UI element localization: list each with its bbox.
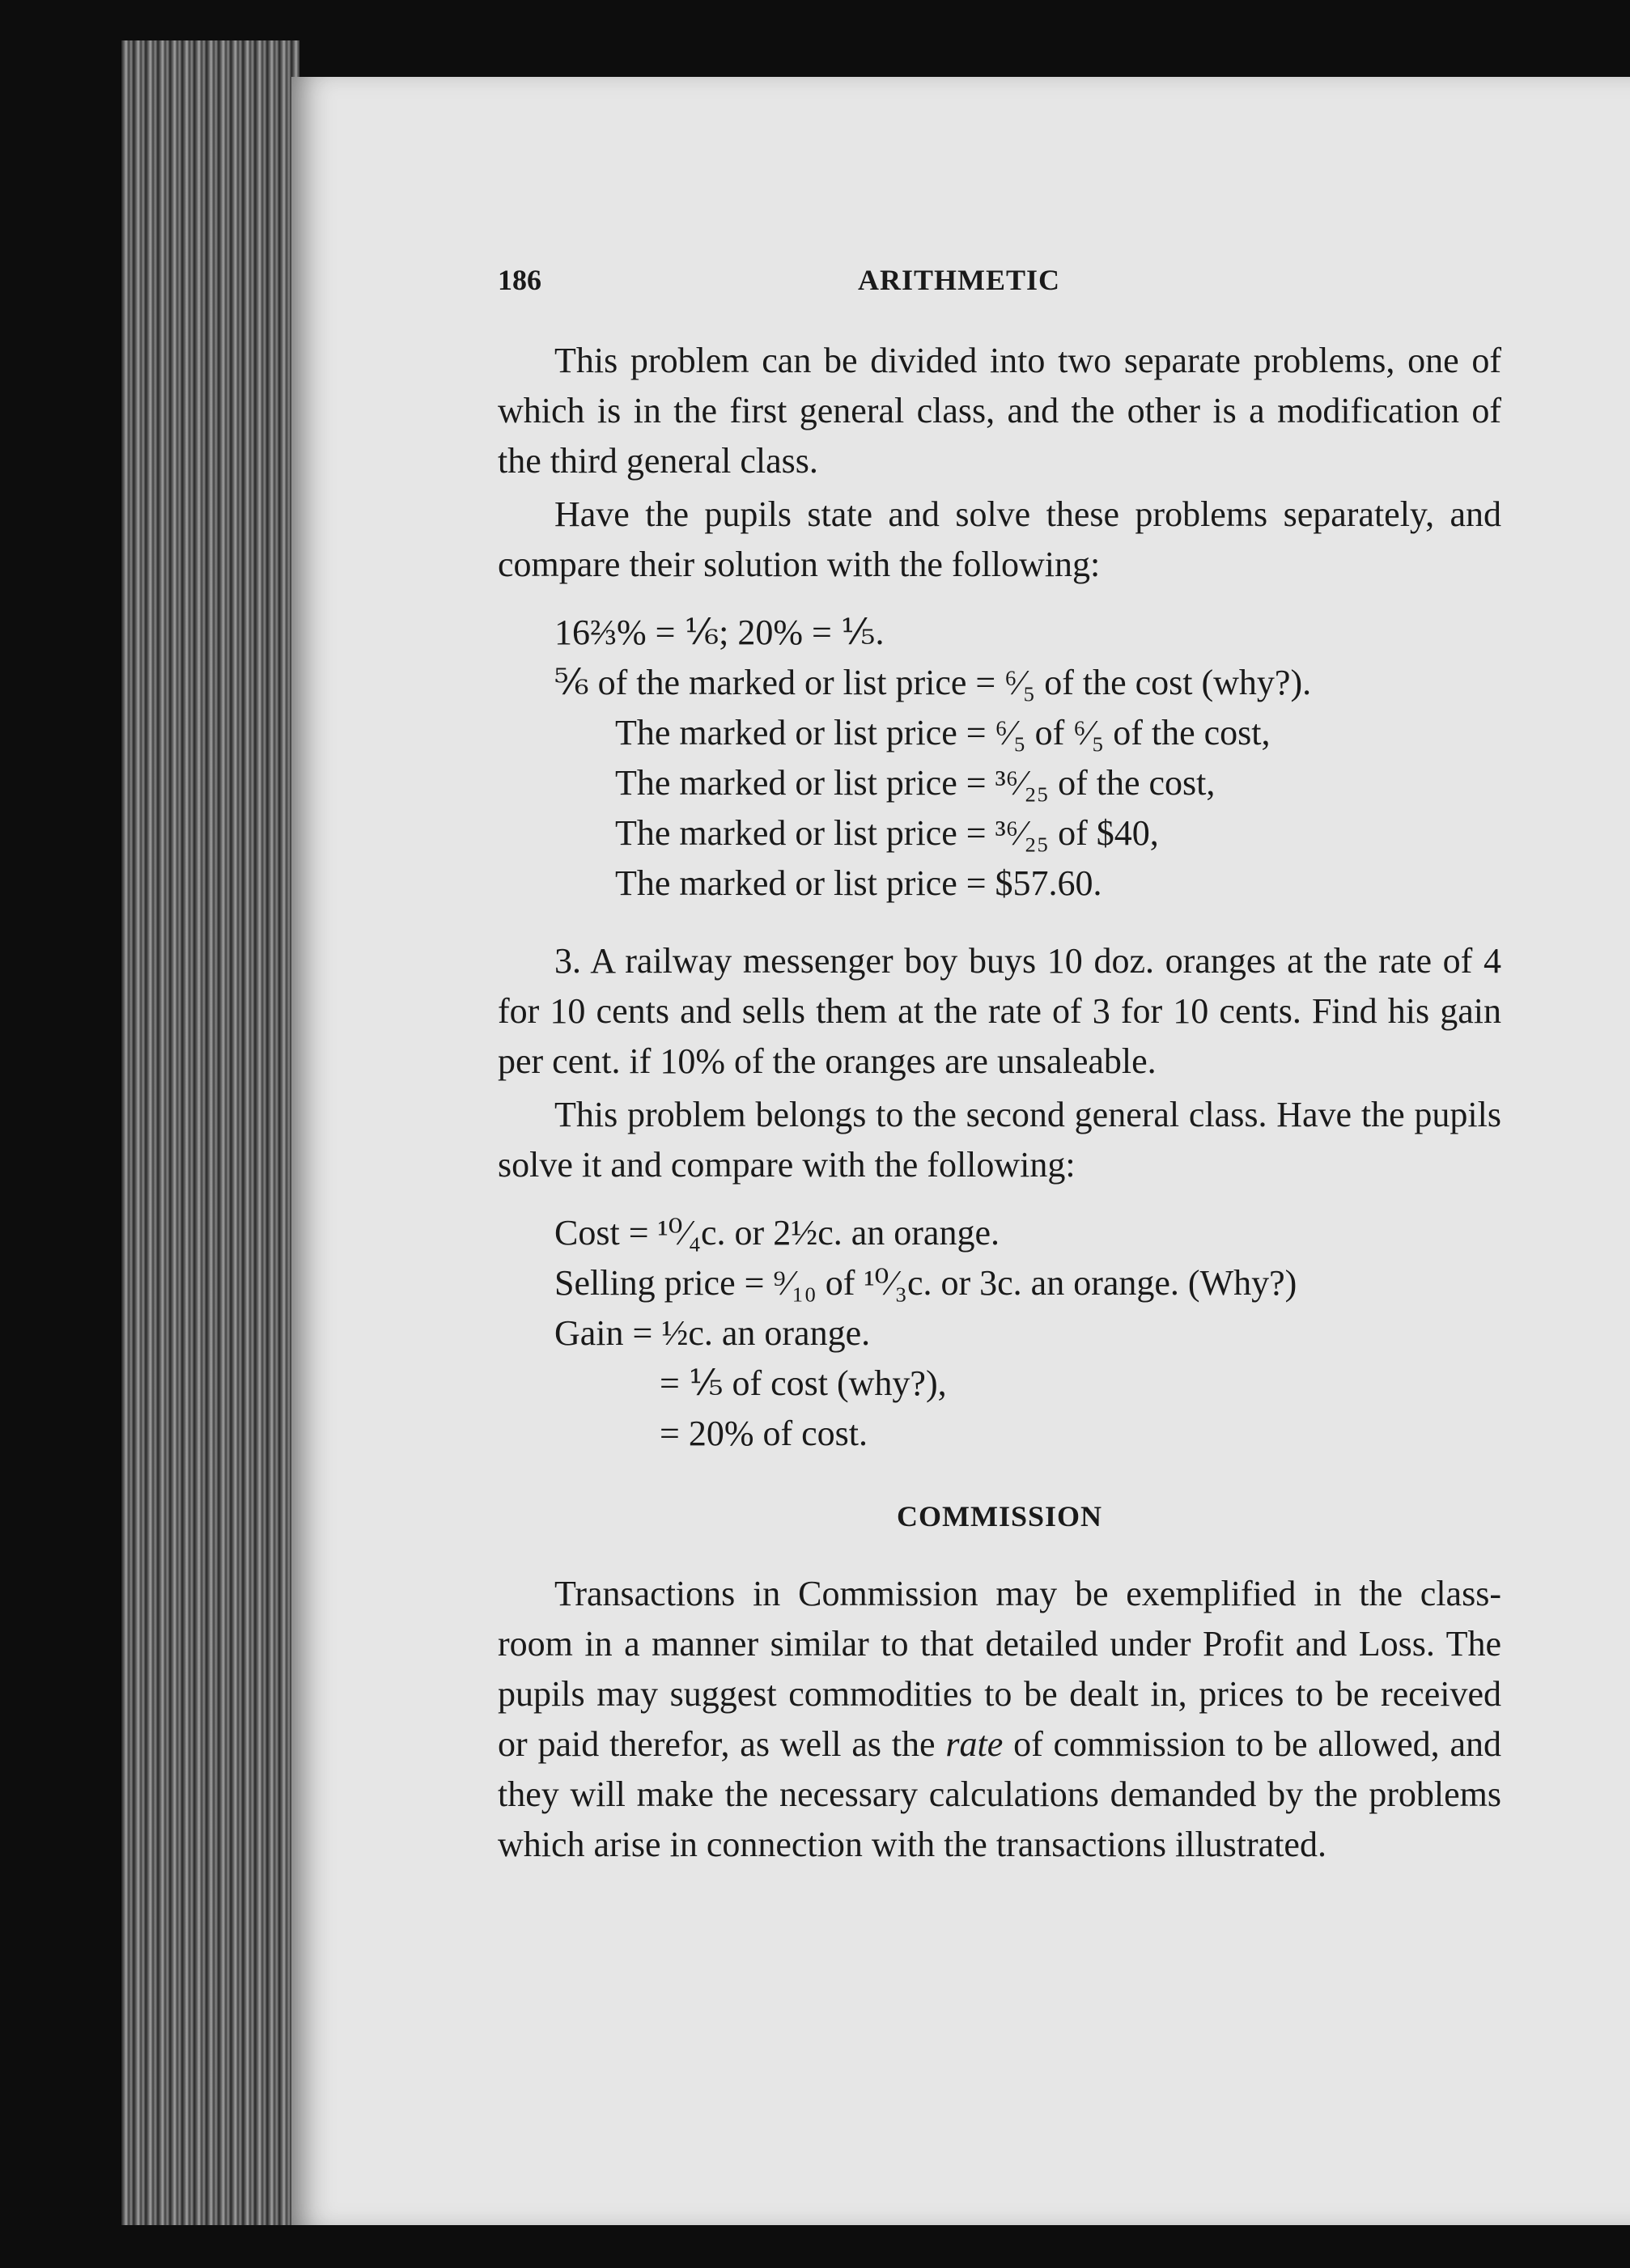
equation-line: Gain = ½c. an orange. xyxy=(554,1313,871,1353)
paragraph-problem-3: 3. A railway messenger boy buys 10 doz. oranges at the rate of 4 for 10 cents and sells them at the rate of 3 for 10 cents. Find his gain per cent. if 10% of the oranges are unsaleable. xyxy=(498,941,1501,1081)
book-page-edges xyxy=(121,40,299,2225)
equation-line: The marked or list price = ³⁶⁄₂₅ of $40, xyxy=(615,813,1159,853)
italic-rate: rate xyxy=(945,1724,1004,1764)
page-number: 186 xyxy=(498,264,541,296)
running-head: ARITHMETIC xyxy=(857,264,1061,296)
equation-line: ⅚ of the marked or list price = ⁶⁄₅ of the cost (why?). xyxy=(554,663,1312,702)
paragraph-commission xyxy=(498,1569,1501,1870)
paragraph-problem-3-class: This problem belongs to the second general class. Have the pupils solve it and compare with the following: xyxy=(498,1095,1501,1185)
equation-line: Cost = ¹⁰⁄₄c. or 2½c. an orange. xyxy=(554,1213,1000,1253)
equation-line: The marked or list price = ⁶⁄₅ of ⁶⁄₅ of the cost, xyxy=(615,713,1271,752)
commission-text-end: of commission to be allowed, and they will make the necessary calculations demanded by the problems which arise in connection with the transactions illustrated. xyxy=(498,1724,1501,1864)
paragraph-problem-division: This problem can be divided into two separate problems, one of which is in the first general class, and the other is a modification of the third general class. xyxy=(498,341,1501,481)
paragraph-instructions: Have the pupils state and solve these problems separately, and compare their solution with the following: xyxy=(498,494,1501,584)
solution-list-price xyxy=(554,608,1501,909)
equation-line: Selling price = ⁹⁄₁₀ of ¹⁰⁄₃c. or 3c. an orange. (Why?) xyxy=(554,1263,1297,1303)
solution-oranges xyxy=(554,1208,1501,1459)
equation-line: The marked or list price = ³⁶⁄₂₅ of the cost, xyxy=(615,763,1216,803)
equation-line: The marked or list price = $57.60. xyxy=(615,863,1102,903)
page-content xyxy=(498,336,1501,1873)
page-header xyxy=(498,263,1420,312)
commission-text-start: Transactions in Commission may be exemplified in the class-room in a manner similar to that detailed under Profit and Loss. The pupils may suggest commodities to be dealt in, prices to be received or paid therefor, as well as the xyxy=(498,1574,1501,1764)
equation-line: 16⅔% = ⅙; 20% = ⅕. xyxy=(554,613,885,652)
section-heading: COMMISSION xyxy=(896,1500,1103,1532)
equation-line: = ⅕ of cost (why?), xyxy=(660,1363,947,1403)
book-page xyxy=(291,77,1630,2225)
equation-line: = 20% of cost. xyxy=(660,1414,868,1453)
